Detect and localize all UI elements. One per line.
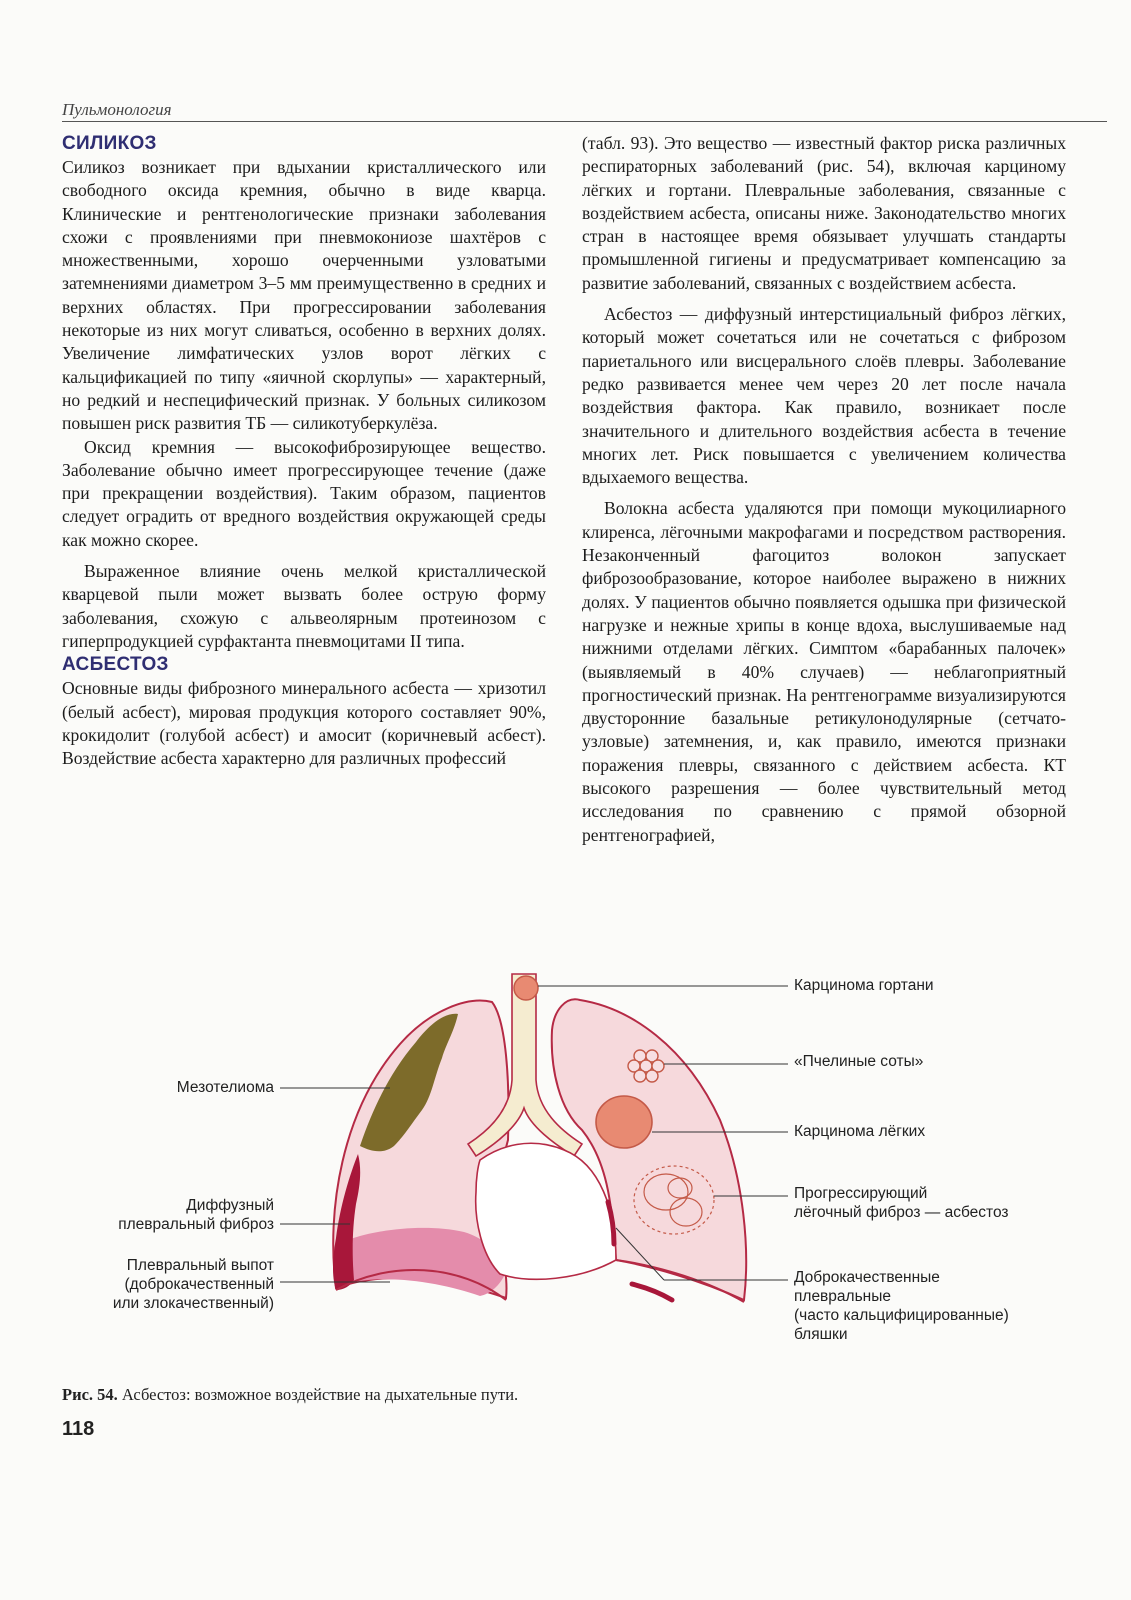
label-plaques (794, 1268, 1009, 1344)
label-plaques-line3: (часто кальцифицированные) (794, 1307, 1009, 1324)
silicosis-paragraph-2: Оксид кремния — высокофиброзирующее вещество. Заболевание обычно имеет прогрессирующее течение (даже при прекращении воздействия). Таким образом, пациентов следует оградить от вредного воздействия окружающей среды как можно скорее. (62, 436, 546, 550)
larynx-carcinoma-lesion (514, 976, 538, 1000)
label-progressive-fibrosis-line2: лёгочный фиброз — асбестоз (794, 1204, 1009, 1221)
label-larynx-carcinoma: Карцинома гортани (794, 977, 934, 994)
label-effusion (80, 1256, 274, 1313)
label-diffuse-fibrosis (80, 1196, 274, 1234)
label-diffuse-fibrosis-line2: плевральный фиброз (118, 1216, 274, 1233)
label-plaques-line4: бляшки (794, 1326, 848, 1343)
right-column (582, 132, 1066, 847)
caption-label: Рис. 54. (62, 1385, 118, 1404)
label-honeycomb: «Пчелиные соты» (794, 1053, 924, 1070)
caption-text: Асбестоз: возможное воздействие на дыхательные пути. (117, 1385, 519, 1404)
label-plaques-line1: Доброкачественные (794, 1269, 940, 1286)
running-head: Пульмонология (62, 100, 1107, 122)
figure-caption (62, 1385, 518, 1405)
calcified-plaque-diaphragm (632, 1284, 672, 1300)
silicosis-paragraph-1: Силикоз возникает при вдыхании кристаллического или свободного оксида кремния, обычно в виде кварца. Клинические и рентгенологические признаки заболевания схожи с проявлениями при пневмокониозе шахтёров с множественными, хорошо очерченными узловатыми затемнениями диаметром 3–5 мм преимущественно в средних и верхних областях. При прогрессировании заболевания некоторые из них могут сливаться, особенно в верхних долях. Увеличение лимфатических узлов ворот лёгких с кальцификацией по типу «яичной скорлупы» — характерный, но редкий и неспецифический признак. У больных силикозом повышен риск развития ТБ — силикотуберкулёза. (62, 157, 546, 434)
label-effusion-line3: или злокачественный) (112, 1295, 274, 1312)
silicosis-heading: СИЛИКОЗ (62, 133, 157, 154)
label-diffuse-fibrosis-line1: Диффузный (186, 1197, 274, 1214)
right-paragraph-2: Асбестоз — диффузный интерстициальный фиброз лёгких, который может сочетаться или не сочетаться с фиброзом париетального или висцерального слоёв плевры. Заболевание редко развивается менее чем через 20 лет после начала воздействия фактора. Как правило, возникает после значительного и длительного воздействия асбеста в течение многих лет. Риск повышается с увеличением количества вдыхаемого вещества. (582, 304, 1066, 488)
label-effusion-line2: (доброкачественный (124, 1276, 274, 1293)
silicosis-paragraph-3: Выраженное влияние очень мелкой кристаллической кварцевой пыли может вызвать более острую форму заболевания, схожую с альвеолярным протеинозом с гиперпродукцией сурфактанта пневмоцитами II типа. (62, 561, 546, 651)
label-plaques-line2: плевральные (794, 1288, 891, 1305)
lung-carcinoma-lesion (596, 1096, 652, 1148)
asbestosis-paragraph-1: Основные виды фиброзного минерального асбеста — хризотил (белый асбест), мировая продукция которого составляет 90%, крокидолит (голубой асбест) и амосит (коричневый асбест). Воздействие асбеста характерно для различных профессий (62, 678, 546, 769)
label-progressive-fibrosis (794, 1184, 1009, 1222)
right-paragraph-3: Волокна асбеста удаляются при помощи мукоцилиарного клиренса, лёгочными макрофагами и посредством растворения. Незаконченный фагоцитоз волокон запускает фиброзообразование, которое наиболее выражено в нижних долях. У пациентов обычно появляется одышка при физической нагрузке и нежные хрипы в конце вдоха, выслушиваемые над нижними отделами лёгких. Симптом «барабанных палочек» (выявляемый в 40% случаев) — неблагоприятный прогностический признак. На рентгенограмме визуализируются двусторонние базальные ретикулонодулярные (сетчато-узловые) затемнения, и, как правило, имеются признаки поражения плевры, связанного с действием асбеста. КТ высокого разрешения — более чувствительный метод исследования по сравнению с прямой обзорной рентгенографией, (582, 498, 1066, 845)
label-progressive-fibrosis-line1: Прогрессирующий (794, 1185, 928, 1202)
heart-silhouette (476, 1143, 616, 1279)
right-paragraph-1: (табл. 93). Это вещество — известный фактор риска различных респираторных заболеваний (рис. 54), включая карциному лёгких и гортани. Плевральные заболевания, связанные с воздействием асбеста, описаны ниже. Законодательство многих стран в настоящее время обязывает улучшать стандарты промышленной гигиены и предусматривает компенсацию за развитие заболеваний, связанных с воздействием асбеста. (582, 133, 1066, 293)
left-column (62, 132, 546, 770)
label-effusion-line1: Плевральный выпот (126, 1257, 274, 1274)
label-lung-carcinoma: Карцинома лёгких (794, 1123, 926, 1140)
asbestosis-heading: АСБЕСТОЗ (62, 654, 169, 676)
page-number: 118 (62, 1418, 95, 1440)
asbestosis-figure (60, 960, 1120, 1360)
label-mesothelioma: Мезотелиома (176, 1079, 274, 1096)
